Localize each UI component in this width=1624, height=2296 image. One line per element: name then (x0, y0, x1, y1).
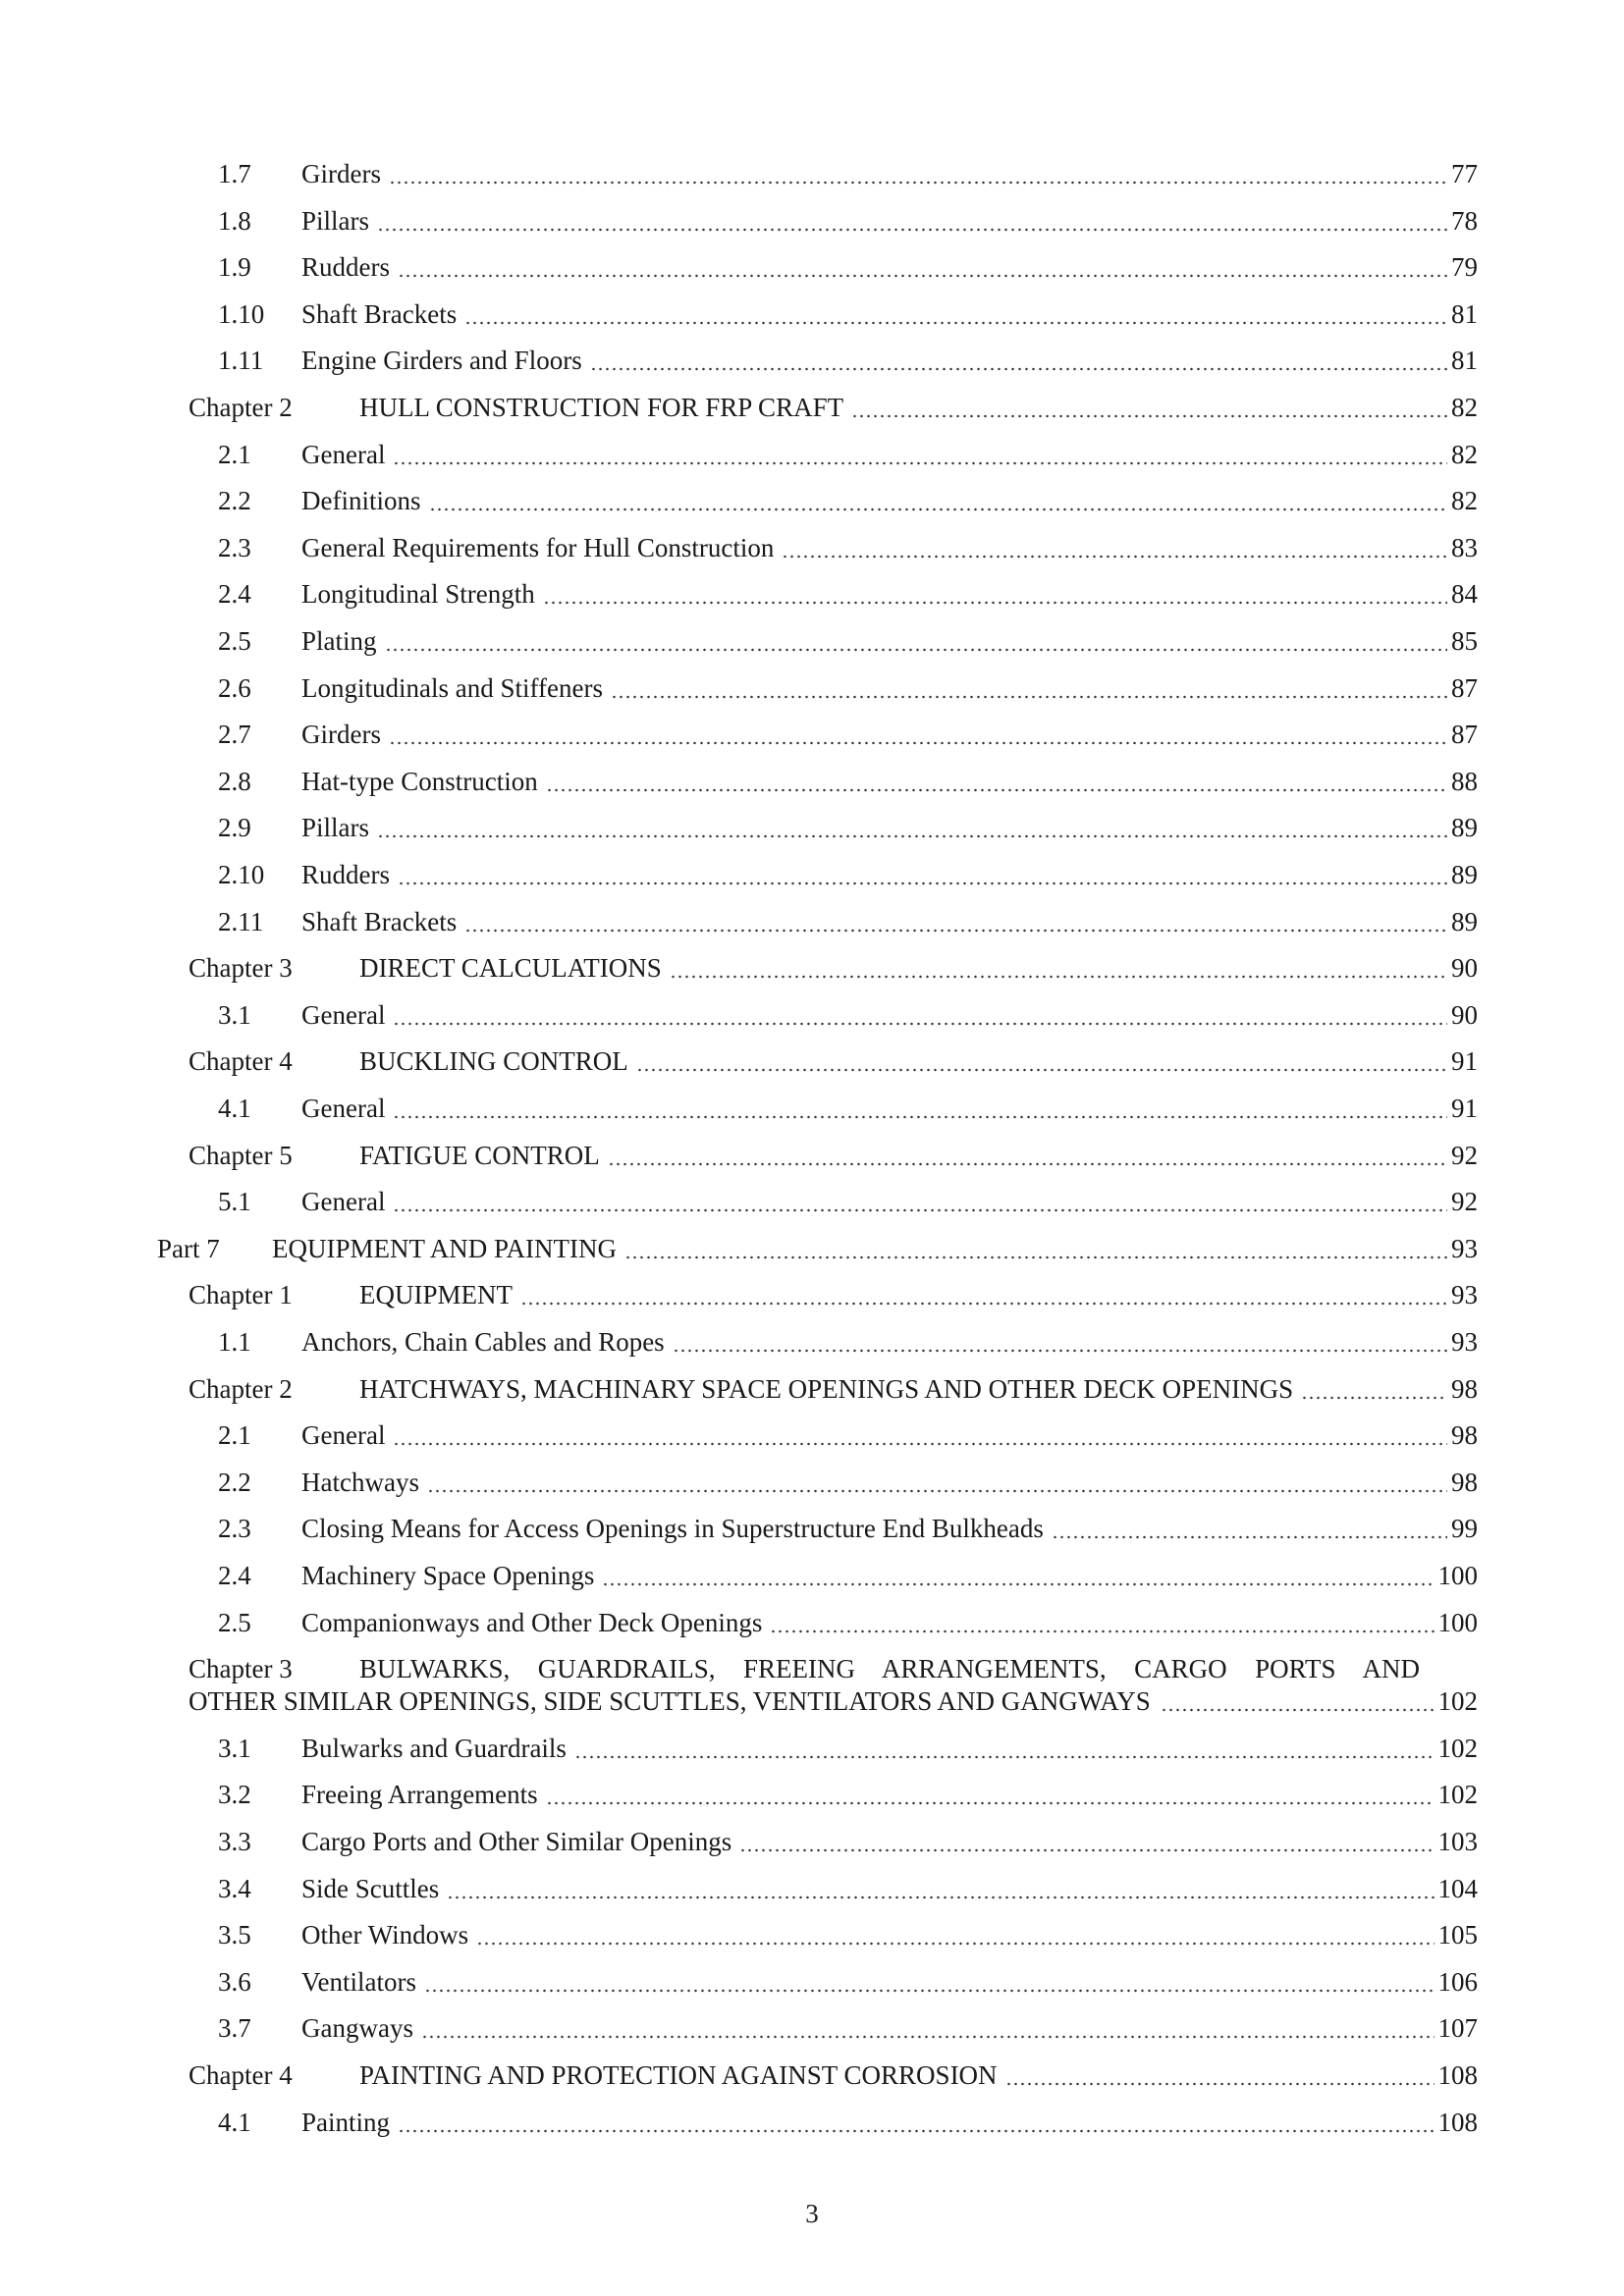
dot-leader (393, 1022, 1447, 1026)
dot-leader (546, 1801, 1435, 1805)
toc-entry-section[interactable] (0, 344, 1624, 390)
dot-leader (673, 1349, 1447, 1353)
toc-page-number: 98 (1451, 1467, 1478, 1497)
toc-number: 1.9 (218, 252, 251, 283)
dot-leader (377, 228, 1447, 232)
dot-leader (398, 881, 1447, 885)
toc-title: Plating (301, 626, 377, 656)
toc-page-number: 107 (1437, 2013, 1478, 2044)
toc-number: Chapter 1 (189, 1280, 293, 1310)
dot-leader (389, 181, 1447, 185)
dot-leader (464, 929, 1447, 933)
toc-page-number: 102 (1437, 1686, 1478, 1717)
toc-number: 1.10 (218, 298, 265, 329)
toc-entry-chapter[interactable] (0, 1652, 1624, 1731)
toc-title: General (301, 439, 386, 469)
toc-title: HATCHWAYS, MACHINARY SPACE OPENINGS AND OTHER DECK OPENINGS (359, 1373, 1294, 1404)
toc-page-number: 83 (1451, 532, 1478, 562)
toc-entry-chapter[interactable] (0, 1278, 1624, 1324)
toc-page-number: 106 (1437, 1966, 1478, 1997)
toc-page-number: 90 (1451, 953, 1478, 984)
toc-page-number: 93 (1451, 1327, 1478, 1357)
toc-entry-section[interactable] (0, 671, 1624, 718)
toc-title: Companionways and Other Deck Openings (301, 1607, 763, 1637)
toc-page-number: 81 (1451, 346, 1478, 376)
toc-page-number: 82 (1451, 486, 1478, 516)
toc-number: 2.11 (218, 906, 264, 936)
toc-entry-section[interactable] (0, 1825, 1624, 1871)
toc-page-number: 104 (1437, 1873, 1478, 1903)
toc-entry-section[interactable] (0, 1418, 1624, 1465)
toc-entry-section[interactable] (0, 531, 1624, 577)
toc-title: Gangways (301, 2013, 413, 2044)
toc-entry-section[interactable] (0, 1466, 1624, 1512)
dot-leader (770, 1629, 1434, 1633)
toc-number: 2.3 (218, 532, 251, 562)
page-number: 3 (805, 2199, 819, 2228)
dot-leader (393, 1115, 1447, 1119)
toc-number: Chapter 3 (189, 953, 293, 984)
toc-entry-section[interactable] (0, 765, 1624, 811)
toc-entry-section[interactable] (0, 1185, 1624, 1231)
toc-page-number: 108 (1437, 2060, 1478, 2090)
toc-page-number: 105 (1437, 1920, 1478, 1950)
toc-number: 1.11 (218, 346, 264, 376)
toc-title: Anchors, Chain Cables and Ropes (301, 1327, 665, 1357)
toc-page-number: 108 (1437, 2107, 1478, 2137)
dot-leader (1161, 1708, 1435, 1712)
toc-page-number: 89 (1451, 906, 1478, 936)
toc-page-number: 100 (1437, 1561, 1478, 1590)
dot-leader (782, 555, 1447, 559)
toc-title: General (301, 1094, 386, 1123)
dot-leader (739, 1848, 1434, 1852)
toc-page-number: 89 (1451, 813, 1478, 843)
dot-leader (1052, 1535, 1447, 1539)
toc-title: BULWARKS, GUARDRAILS, FREEING ARRANGEMENTS, CARGO PORTS AND (359, 1654, 1420, 1684)
dot-leader (624, 1255, 1447, 1259)
toc-entry-section[interactable] (0, 1512, 1624, 1558)
dot-leader (393, 461, 1447, 465)
toc-number: 2.1 (218, 1420, 251, 1451)
toc-number: 4.1 (218, 2107, 251, 2137)
toc-page-number: 79 (1451, 252, 1478, 283)
toc-number: 2.10 (218, 860, 265, 889)
toc-number: 3.1 (218, 1733, 251, 1763)
toc-page-number: 92 (1451, 1187, 1478, 1217)
toc-page-number: 93 (1451, 1280, 1478, 1310)
dot-leader (398, 2129, 1434, 2133)
toc-number: 2.4 (218, 579, 251, 610)
toc-title: Hatchways (301, 1467, 419, 1497)
dot-leader (590, 367, 1447, 371)
toc-entry-section[interactable] (0, 1778, 1624, 1824)
toc-page-number: 103 (1437, 1827, 1478, 1856)
toc-page-number: 90 (1451, 999, 1478, 1030)
dot-leader (546, 788, 1447, 792)
toc-number: Chapter 2 (189, 1373, 293, 1404)
toc-entry-section[interactable] (0, 1918, 1624, 1964)
toc-number: 3.6 (218, 1966, 251, 1997)
dot-leader (574, 1755, 1435, 1759)
toc-entry-section[interactable] (0, 250, 1624, 296)
toc-entry-section[interactable] (0, 811, 1624, 857)
toc-entry-chapter[interactable] (0, 391, 1624, 437)
toc-entry-section[interactable] (0, 1606, 1624, 1652)
toc-entry-chapter[interactable] (0, 1372, 1624, 1418)
toc-entry-chapter[interactable] (0, 2058, 1624, 2105)
toc-entry-chapter[interactable] (0, 951, 1624, 997)
toc-number: Chapter 4 (189, 2060, 293, 2090)
toc-title: Rudders (301, 252, 390, 283)
toc-number: Chapter 4 (189, 1046, 293, 1077)
toc-number: 2.2 (218, 1467, 251, 1497)
toc-entry-section[interactable] (0, 1732, 1624, 1778)
toc-number: 3.3 (218, 1827, 251, 1856)
toc-page-number: 102 (1437, 1780, 1478, 1810)
dot-leader (636, 1068, 1447, 1072)
toc-title: Bulwarks and Guardrails (301, 1733, 567, 1763)
dot-leader (520, 1302, 1447, 1306)
toc-page-number: 102 (1437, 1733, 1478, 1763)
toc-entry-section[interactable] (0, 204, 1624, 250)
dot-leader (1005, 2082, 1435, 2086)
toc-title: HULL CONSTRUCTION FOR FRP CRAFT (359, 393, 844, 422)
toc-number: Chapter 2 (189, 393, 293, 422)
toc-title: Side Scuttles (301, 1873, 440, 1903)
toc-number: 3.7 (218, 2013, 251, 2044)
toc-page-number: 91 (1451, 1094, 1478, 1123)
toc-title: General Requirements for Hull Construction (301, 532, 775, 562)
dot-leader (424, 1989, 1435, 1993)
dot-leader (393, 1208, 1447, 1212)
toc-page-number: 92 (1451, 1140, 1478, 1170)
toc-title: Closing Means for Access Openings in Superstructure End Bulkheads (301, 1514, 1044, 1544)
toc-number: 5.1 (218, 1187, 251, 1217)
toc-entry-section[interactable] (0, 484, 1624, 530)
toc-title: Freeing Arrangements (301, 1780, 538, 1810)
dot-leader (1301, 1396, 1447, 1400)
toc-number: 4.1 (218, 1094, 251, 1123)
toc-page-number: 82 (1451, 439, 1478, 469)
toc-entry-section[interactable] (0, 157, 1624, 203)
toc-number: 2.7 (218, 720, 251, 750)
dot-leader (398, 274, 1447, 278)
toc-title: Longitudinals and Stiffeners (301, 672, 603, 703)
toc-title: Pillars (301, 813, 370, 843)
toc-page-number: 81 (1451, 298, 1478, 329)
toc-number: 2.9 (218, 813, 251, 843)
toc-title: Rudders (301, 860, 390, 889)
dot-leader (427, 1489, 1447, 1493)
toc-entry-section[interactable] (0, 297, 1624, 344)
toc-page-number: 84 (1451, 579, 1478, 610)
toc-entry-section[interactable] (0, 1965, 1624, 2011)
dot-leader (611, 695, 1447, 699)
toc-title: Other Windows (301, 1920, 469, 1950)
toc-title: Cargo Ports and Other Similar Openings (301, 1827, 732, 1856)
toc-title: Girders (301, 720, 381, 750)
toc-page-number: 100 (1437, 1607, 1478, 1637)
toc-title: Definitions (301, 486, 421, 516)
toc-title: Girders (301, 159, 381, 188)
toc-entry-section[interactable] (0, 2106, 1624, 2152)
toc-number: 1.8 (218, 205, 251, 236)
toc-number: Chapter 5 (189, 1140, 293, 1170)
dot-leader (377, 834, 1447, 838)
toc-title: Shaft Brackets (301, 906, 458, 936)
toc-number: Part 7 (157, 1233, 220, 1263)
dot-leader (602, 1582, 1434, 1586)
toc-number: 3.1 (218, 999, 251, 1030)
dot-leader (389, 741, 1447, 745)
dot-leader (447, 1896, 1434, 1899)
toc-title: Longitudinal Strength (301, 579, 535, 610)
toc-page-number: 98 (1451, 1373, 1478, 1404)
toc-number: 2.4 (218, 1561, 251, 1590)
toc-page-number: 89 (1451, 860, 1478, 889)
toc-number: 3.2 (218, 1780, 251, 1810)
dot-leader (543, 601, 1447, 605)
toc-number: Chapter 3 (189, 1654, 293, 1684)
toc-number: 2.6 (218, 672, 251, 703)
dot-leader (476, 1942, 1434, 1946)
toc-title: Ventilators (301, 1966, 416, 1997)
toc-title: EQUIPMENT (359, 1280, 513, 1310)
toc-page-number: 91 (1451, 1046, 1478, 1077)
toc-entry-chapter[interactable] (0, 1139, 1624, 1185)
toc-entry-section[interactable] (0, 998, 1624, 1044)
toc-entry-section[interactable] (0, 1872, 1624, 1918)
toc-title: Pillars (301, 205, 370, 236)
toc-entry-section[interactable] (0, 1559, 1624, 1605)
toc-title: DIRECT CALCULATIONS (359, 953, 662, 984)
toc-entry-part[interactable] (0, 1232, 1624, 1278)
dot-leader (429, 507, 1448, 511)
toc-entry-chapter[interactable] (0, 1044, 1624, 1091)
toc-page-number: 87 (1451, 672, 1478, 703)
dot-leader (385, 648, 1447, 652)
toc-number: 2.2 (218, 486, 251, 516)
toc-entry-section[interactable] (0, 624, 1624, 670)
toc-number: 2.1 (218, 439, 251, 469)
dot-leader (608, 1162, 1447, 1166)
toc-entry-section[interactable] (0, 1092, 1624, 1138)
toc-title: Painting (301, 2107, 391, 2137)
toc-title: FATIGUE CONTROL (359, 1140, 600, 1170)
toc-page-number: 98 (1451, 1420, 1478, 1451)
toc-title: Shaft Brackets (301, 298, 458, 329)
toc-entry-section[interactable] (0, 577, 1624, 623)
toc-number: 1.1 (218, 1327, 251, 1357)
toc-page-number: 85 (1451, 626, 1478, 656)
toc-title: Engine Girders and Floors (301, 346, 582, 376)
dot-leader (464, 321, 1447, 325)
toc-title: Hat-type Construction (301, 766, 538, 796)
toc-number: 3.5 (218, 1920, 251, 1950)
toc-page-number: 78 (1451, 205, 1478, 236)
dot-leader (421, 2035, 1435, 2039)
toc-page-number: 99 (1451, 1514, 1478, 1544)
toc-title: General (301, 1187, 386, 1217)
toc-entry-section[interactable] (0, 438, 1624, 484)
toc-title: General (301, 1420, 386, 1451)
toc-page-number: 82 (1451, 393, 1478, 422)
toc-entry-section[interactable] (0, 2011, 1624, 2057)
toc-number: 2.8 (218, 766, 251, 796)
toc-page-number: 77 (1451, 159, 1478, 188)
dot-leader (851, 414, 1447, 418)
toc-number: 3.4 (218, 1873, 251, 1903)
dot-leader (393, 1442, 1447, 1446)
toc-number: 1.7 (218, 159, 251, 188)
dot-leader (670, 975, 1447, 979)
toc-entry-section[interactable] (0, 905, 1624, 951)
toc-page-number: 93 (1451, 1233, 1478, 1263)
toc-page-number: 87 (1451, 720, 1478, 750)
toc-entry-section[interactable] (0, 1325, 1624, 1371)
toc-title: PAINTING AND PROTECTION AGAINST CORROSION (359, 2060, 998, 2090)
toc-number: 2.3 (218, 1514, 251, 1544)
toc-number: 2.5 (218, 1607, 251, 1637)
toc-page-number: 88 (1451, 766, 1478, 796)
toc-title: Machinery Space Openings (301, 1561, 595, 1590)
toc-number: 2.5 (218, 626, 251, 656)
toc-title: EQUIPMENT AND PAINTING (272, 1233, 618, 1263)
toc-title: BUCKLING CONTROL (359, 1046, 628, 1077)
toc-title-continued: OTHER SIMILAR OPENINGS, SIDE SCUTTLES, VENTILATORS AND GANGWAYS (189, 1686, 1151, 1717)
toc-title: General (301, 999, 386, 1030)
toc-entry-section[interactable] (0, 718, 1624, 764)
toc-entry-section[interactable] (0, 858, 1624, 904)
